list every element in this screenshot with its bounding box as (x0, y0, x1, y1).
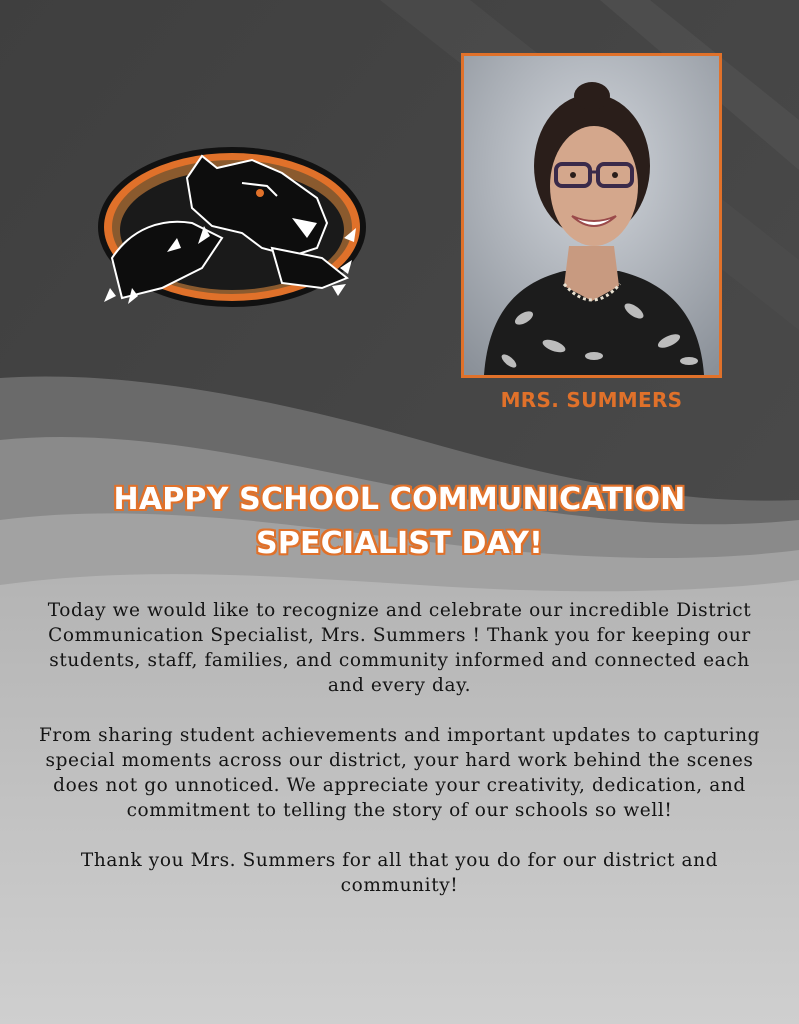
headline-line-2: SPECIALIST DAY! (256, 526, 543, 561)
panther-mascot-logo (92, 138, 372, 316)
portrait-photo (461, 53, 722, 378)
message-paragraph-1: Today we would like to recognize and celebrate our incredible District Communication Specialist, Mrs. Summers ! Thank you for keeping our students, staff, families, and community informed and connected each and every day. (47, 600, 752, 696)
honoree-name: MRS. SUMMERS (500, 388, 683, 412)
message-body (30, 598, 769, 923)
page-title (40, 478, 759, 566)
headline-line-1: HAPPY SCHOOL COMMUNICATION (113, 482, 686, 517)
message-paragraph-3: Thank you Mrs. Summers for all that you do for our district and community! (80, 850, 719, 896)
message-paragraph-2: From sharing student achievements and important updates to capturing special moments across our district, your hard work behind the scenes does not go unnoticed. We appreciate your creativity, dedication, and commitment to telling the story of our schools so well! (38, 725, 761, 821)
